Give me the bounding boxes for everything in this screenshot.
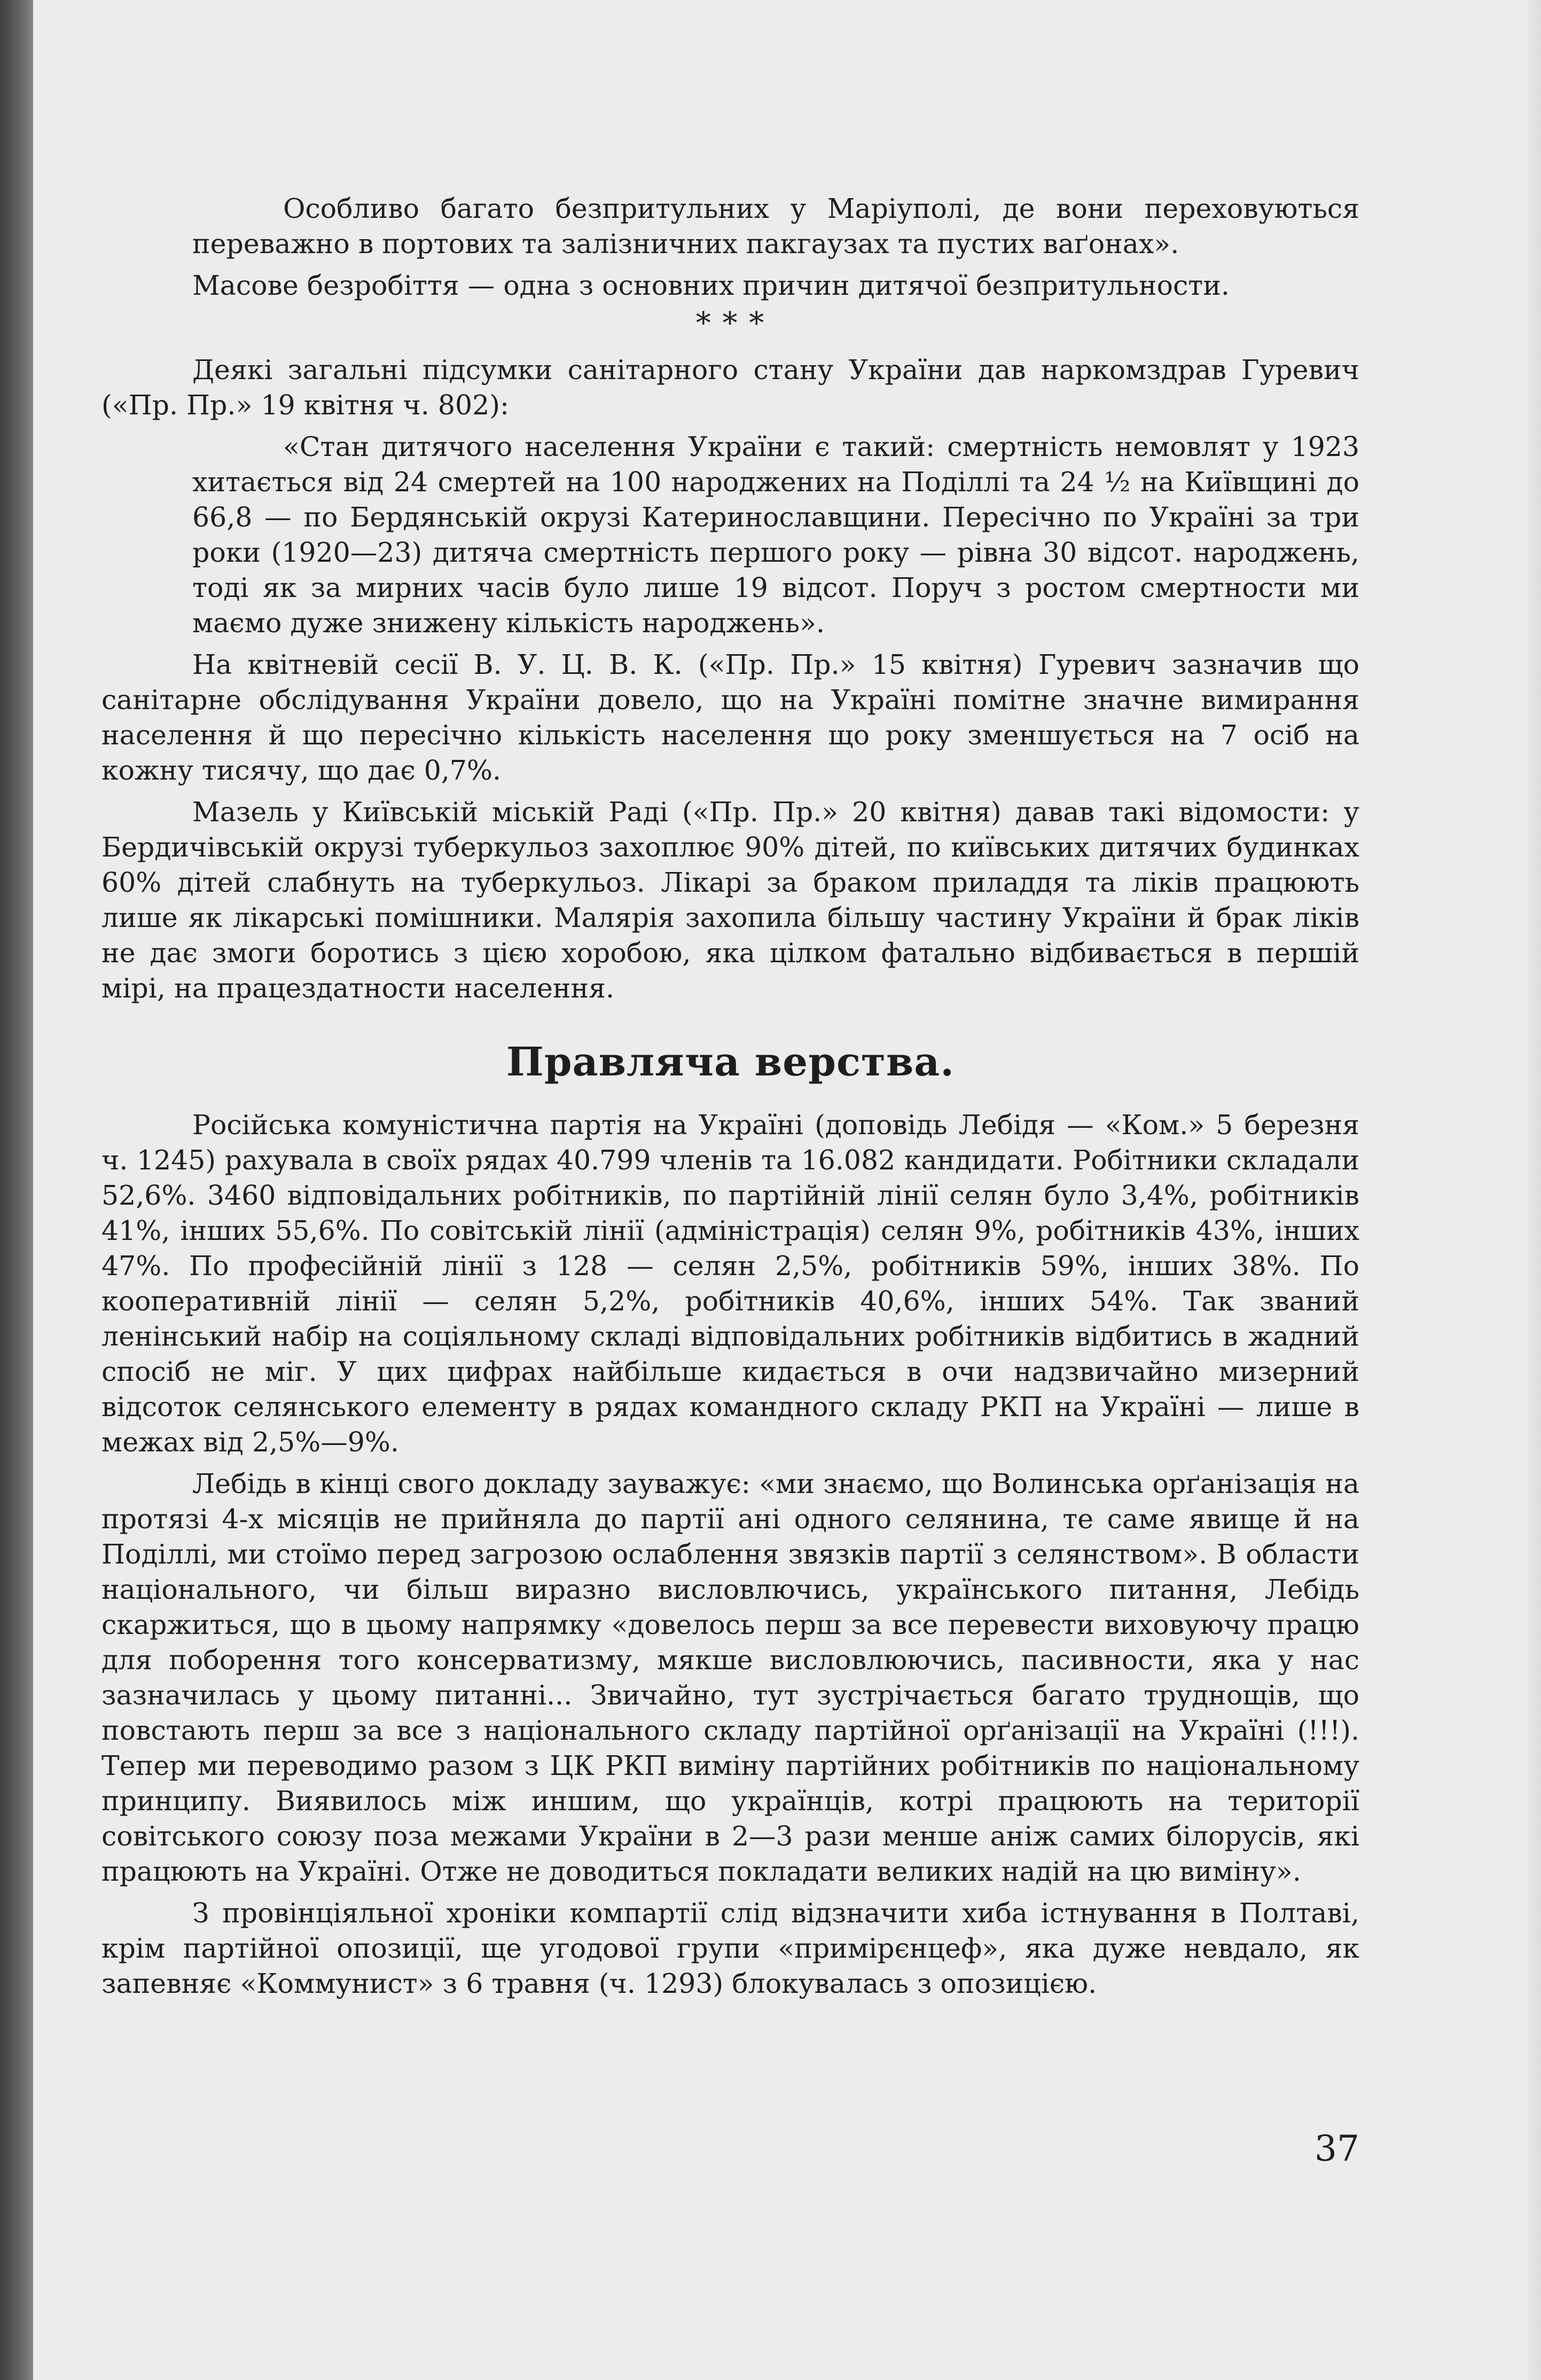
body-paragraph: Масове безробіття — одна з основних причин дитячої безпритульности. bbox=[192, 270, 1230, 301]
body-paragraph: На квітневій сесії В. У. Ц. В. К. («Пр. Пр.» 15 квітня) Гуревич зазначив що санітарне обслідування України довело, що на Україні помітне значне вимирання населення й що пересічно кількість населення що року зменшується на 7 осіб на кожну тисячу, що дає 0,7%. bbox=[101, 649, 1359, 786]
body-paragraph: Російська комуністична партія на Україні (доповідь Лебідя — «Ком.» 5 березня ч. 1245) рахувала в своїх рядах 40.799 членів та 16.082 кандидати. Робітники складали 52,6%. 3460 відповідальних робітників, по партійній лінії селян було 3,4%, робітників 41%, інших 55,6%. По совітській лінії (адміністрація) селян 9%, робітників 43%, інших 47%. По професійній лінії з 128 — селян 2,5%, робітників 59%, інших 38%. По кооперативній лінії — селян 5,2%, робітників 40,6%, інших 54%. Так званий ленінський набір на соціяльному складі відповідальних робітників відбитись в жадний спосіб не міг. У цих цифрах найбільше кидається в очи надзвичайно мизерний відсоток селянського елементу в рядах командного складу РКП на Україні — лише в межах від 2,5%—9%. bbox=[101, 1109, 1359, 1458]
body-paragraph: Мазель у Київській міській Раді («Пр. Пр.» 20 квітня) давав такі відомости: у Бердичівській окрузі туберкульоз захоплює 90% дітей, по київських дитячих будинках 60% дітей слабнуть на туберкульоз. Лікарі за браком приладдя та ліків працюють лише як лікарські помішники. Малярія захопила більшу частину України й брак ліків не дає змоги боротись з цією хоробою, яка цілком фатально відбивається в першій мірі, на працездатности населення. bbox=[101, 796, 1359, 1004]
section-separator: * * * bbox=[695, 306, 765, 341]
quote-paragraph: Особливо багато безпритульних у Маріуполі, де вони переховуються переважно в портових та залізничних пакгаузах та пустих ваґонах». bbox=[192, 193, 1359, 260]
page-number: 37 bbox=[1315, 2128, 1359, 2169]
body-paragraph: Лебідь в кінці свого докладу зауважує: «ми знаємо, що Волинська орґанізація на протязі 4-х місяців не прийняла до партії ані одного селянина, те саме явище й на Поділлі, ми стоїмо перед загрозою ослаблення звязків партії з селянством». В области національного, чи більш виразно висловлючись, українського питання, Лебідь скаржиться, що в цьому напрямку «довелось перш за все перевести виховуючу працю для поборення того консерватизму, мякше висловлюючись, пасивности, яка у нас зазначилась у цьому питанні... Звичайно, тут зустрічається багато труднощів, що повстають перш за все з національного складу партійної орґанізації на Україні (!!!). Тепер ми переводимо разом з ЦК РКП виміну партійних робітників по національному принципу. Виявилось між иншим, що українців, котрі працюють на території совітського союзу поза межами України в 2—3 рази менше аніж самих білорусів, які працюють на Україні. Отже не доводиться покладати великих надій на цю виміну». bbox=[101, 1468, 1359, 1887]
page-text bbox=[101, 191, 1359, 2001]
book-spine bbox=[0, 0, 33, 2380]
body-paragraph: З провінціяльної хроніки компартії слід відзначити хиба істнування в Полтаві, крім партійної опозиції, ще угодової групи «примірєнцеф», яка дуже невдало, як запевняє «Коммунист» з 6 травня (ч. 1293) блокувалась з опозицією. bbox=[101, 1897, 1359, 1999]
body-paragraph: Деякі загальні підсумки санітарного стану України дав наркомздрав Гуревич («Пр. Пр.» 19 квітня ч. 802): bbox=[101, 354, 1359, 421]
page-edge bbox=[1525, 0, 1541, 2380]
quote-paragraph: «Стан дитячого населення України є такий: смертність немовлят у 1923 хитається від 24 смертей на 100 народжених на Поділлі та 24 ½ на Київщині до 66,8 — по Бердянській окрузі Катеринославщини. Пересічно по Україні за три роки (1920—23) дитяча смертність першого року — рівна 30 відсот. народжень, тоді як за мирних часів було лише 19 відсот. Поруч з ростом смертности ми маємо дуже знижену кількість народжень». bbox=[192, 431, 1359, 639]
section-heading: Правляча верства. bbox=[506, 1039, 955, 1085]
